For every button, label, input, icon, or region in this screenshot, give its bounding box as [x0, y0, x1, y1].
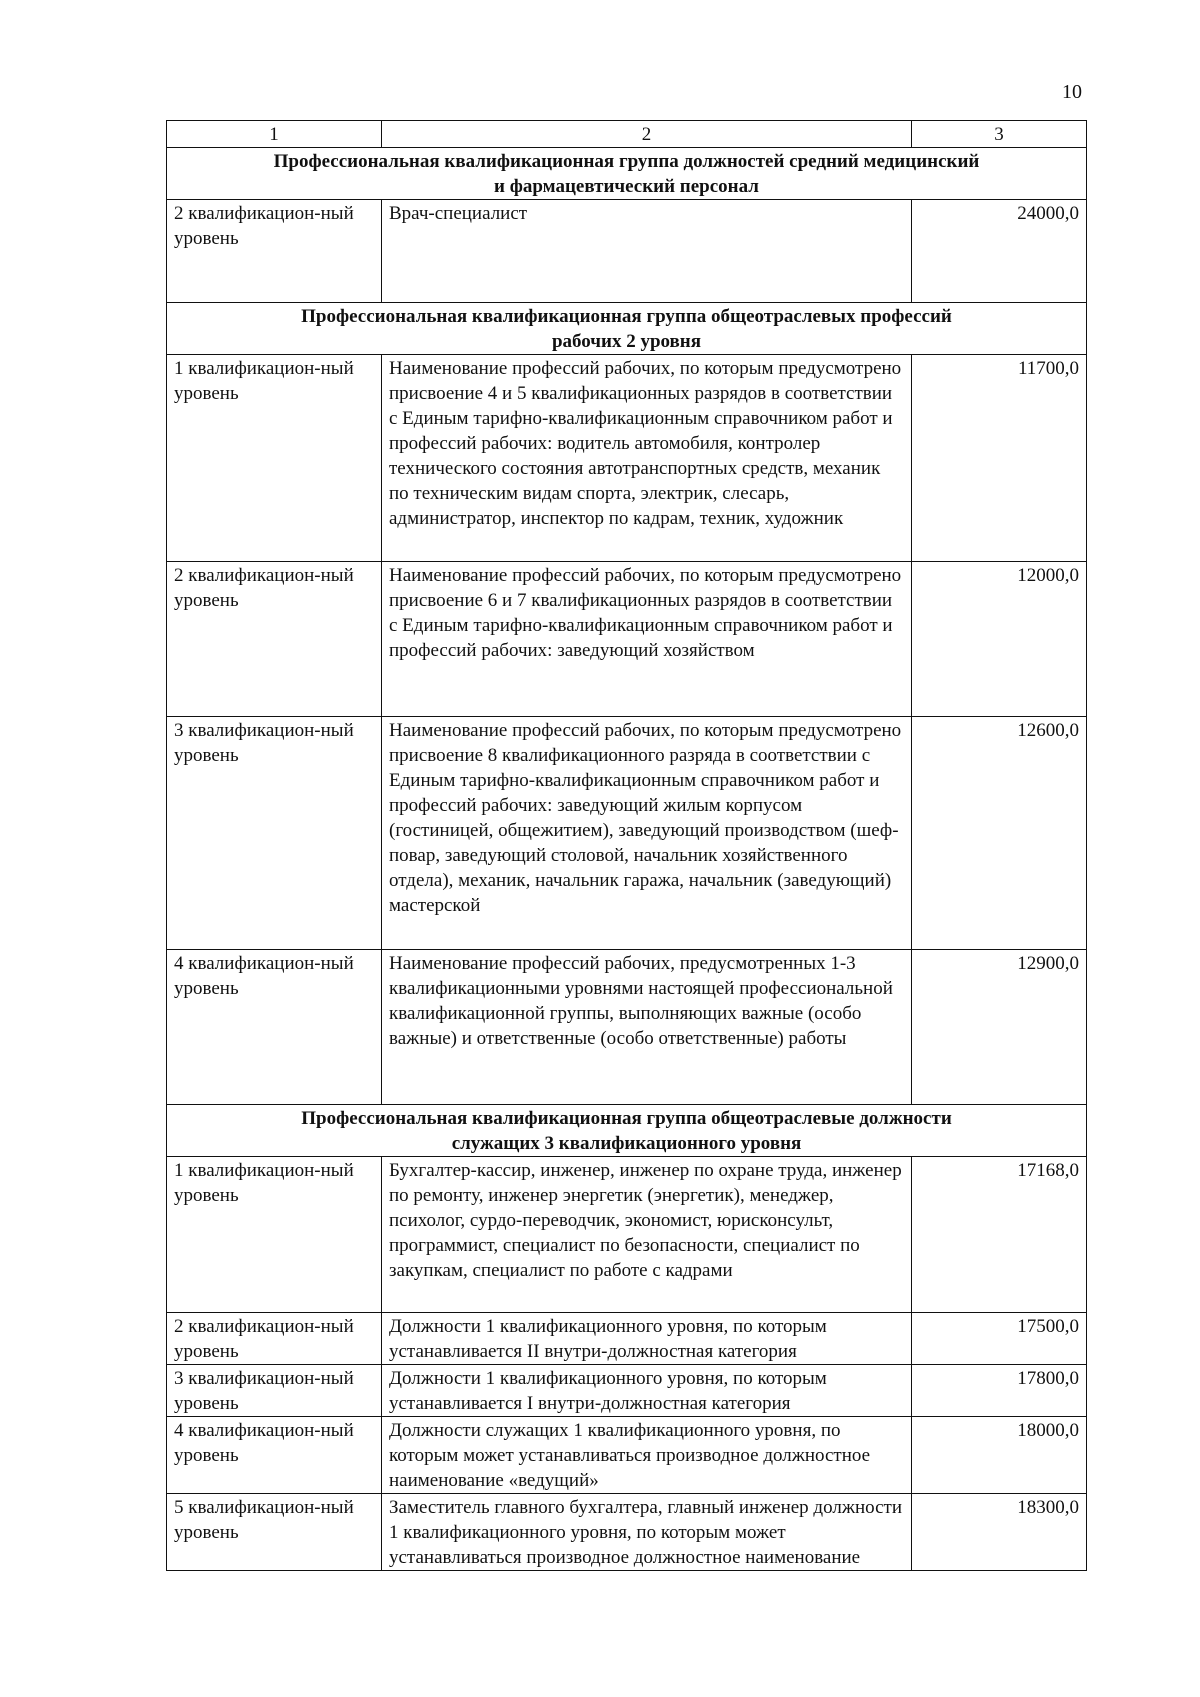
qualification-level: 1 квалификацион-ный уровень	[167, 355, 382, 562]
column-header-row	[167, 121, 1087, 148]
group-title	[167, 1105, 1087, 1157]
table-row	[167, 200, 1087, 303]
group-title-line: служащих 3 квалификационного уровня	[451, 1133, 802, 1154]
table-row	[167, 1494, 1087, 1571]
group-title-line: рабочих 2 уровня	[551, 331, 702, 352]
table-row	[167, 1313, 1087, 1365]
group-title-line: Профессиональная квалификационная группа должностей средний медицинский	[273, 151, 980, 172]
position-description: Заместитель главного бухгалтера, главный инженер должности 1 квалификационного уровня, по которым может устанавливаться производное должностное наименование	[382, 1494, 912, 1571]
qualification-level: 2 квалификацион-ный уровень	[167, 1313, 382, 1365]
qualification-level: 2 квалификацион-ный уровень	[167, 200, 382, 303]
qualification-level: 2 квалификацион-ный уровень	[167, 562, 382, 717]
position-description: Должности 1 квалификационного уровня, по которым устанавливается II внутри-должностная категория	[382, 1313, 912, 1365]
table-row	[167, 562, 1087, 717]
qualification-level: 1 квалификацион-ный уровень	[167, 1157, 382, 1313]
group-title-row	[167, 148, 1087, 200]
table-row	[167, 355, 1087, 562]
group-title-line: Профессиональная квалификационная группа общеотраслевых профессий	[301, 306, 952, 327]
position-description: Должности служащих 1 квалификационного уровня, по которым может устанавливаться производное должностное наименование «ведущий»	[382, 1417, 912, 1494]
column-header-3: 3	[912, 121, 1087, 148]
page-number: 10	[1062, 81, 1082, 103]
position-description: Врач-специалист	[382, 200, 912, 303]
table-row	[167, 1365, 1087, 1417]
table-row	[167, 1157, 1087, 1313]
salary-amount: 18300,0	[912, 1494, 1087, 1571]
position-description: Должности 1 квалификационного уровня, по которым устанавливается I внутри-должностная категория	[382, 1365, 912, 1417]
qualification-level: 3 квалификацион-ный уровень	[167, 1365, 382, 1417]
salary-amount: 12600,0	[912, 717, 1087, 950]
salary-amount: 11700,0	[912, 355, 1087, 562]
qualification-level: 4 квалификацион-ный уровень	[167, 950, 382, 1105]
salary-amount: 17800,0	[912, 1365, 1087, 1417]
table-row	[167, 717, 1087, 950]
salary-amount: 17500,0	[912, 1313, 1087, 1365]
position-description: Наименование профессий рабочих, по которым предусмотрено присвоение 4 и 5 квалификационных разрядов в соответствии с Единым тарифно-квалификационным справочником работ и профессий рабочих: водитель автомобиля, контролер технического состояния автотранспортных средств, механик по техническим видам спорта, электрик, слесарь, администратор, инспектор по кадрам, техник, художник	[382, 355, 912, 562]
qualification-level: 5 квалификацион-ный уровень	[167, 1494, 382, 1571]
qualification-salary-table	[166, 120, 1087, 1571]
group-title	[167, 303, 1087, 355]
qualification-level: 4 квалификацион-ный уровень	[167, 1417, 382, 1494]
salary-amount: 17168,0	[912, 1157, 1087, 1313]
salary-amount: 24000,0	[912, 200, 1087, 303]
salary-amount: 18000,0	[912, 1417, 1087, 1494]
group-title-line: Профессиональная квалификационная группа общеотраслевые должности	[301, 1108, 952, 1129]
group-title-line: и фармацевтический персонал	[494, 176, 759, 197]
qualification-level: 3 квалификацион-ный уровень	[167, 717, 382, 950]
group-title-row	[167, 303, 1087, 355]
group-title	[167, 148, 1087, 200]
position-description: Наименование профессий рабочих, предусмотренных 1-3 квалификационными уровнями настоящей профессиональной квалификационной группы, выполняющих важные (особо важные) и ответственные (особо ответственные) работы	[382, 950, 912, 1105]
table-row	[167, 1417, 1087, 1494]
position-description: Наименование профессий рабочих, по которым предусмотрено присвоение 8 квалификационного разряда в соответствии с Единым тарифно-квалификационным справочником работ и профессий рабочих: заведующий жилым корпусом (гостиницей, общежитием), заведующий производством (шеф-повар, заведующий столовой, начальник хозяйственного отдела), механик, начальник гаража, начальник (заведующий) мастерской	[382, 717, 912, 950]
salary-amount: 12900,0	[912, 950, 1087, 1105]
table-row	[167, 950, 1087, 1105]
group-title-row	[167, 1105, 1087, 1157]
column-header-2: 2	[382, 121, 912, 148]
column-header-1: 1	[167, 121, 382, 148]
salary-amount: 12000,0	[912, 562, 1087, 717]
position-description: Наименование профессий рабочих, по которым предусмотрено присвоение 6 и 7 квалификационных разрядов в соответствии с Единым тарифно-квалификационным справочником работ и профессий рабочих: заведующий хозяйством	[382, 562, 912, 717]
position-description: Бухгалтер-кассир, инженер, инженер по охране труда, инженер по ремонту, инженер энергетик (энергетик), менеджер, психолог, сурдо-переводчик, экономист, юрисконсульт, программист, специалист по безопасности, специалист по закупкам, специалист по работе с кадрами	[382, 1157, 912, 1313]
